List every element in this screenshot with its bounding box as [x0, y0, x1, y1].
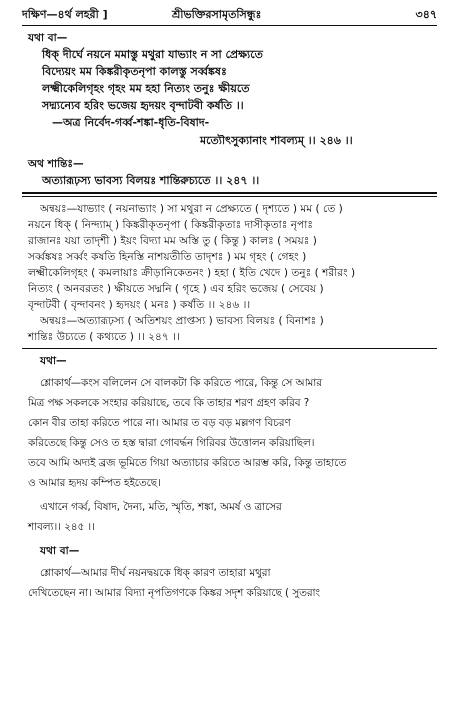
verse-line: ধিক্ দীর্ঘে নয়নে মমাস্তু মথুরা যাভ্যাং ন সা প্রেক্ষ্যতে	[42, 48, 263, 61]
commentary-line: শাবল্য।। ২৪৫ ।।	[28, 521, 95, 533]
meaning-line: করিতেছে কিন্তু সেও ত হস্ত দ্বারা গোবর্দ্ধন গিরিবর উত্তোলন করিয়াছিল।	[28, 437, 315, 449]
header-book-title: শ্রীভক্তিরসামৃতসিন্ধুঃ	[172, 8, 262, 21]
section-rule	[22, 348, 437, 349]
header-chapter: দক্ষিণ—৪র্থ লহরী ]	[22, 8, 108, 21]
meaning-line: দেখিতেছেন না। আমার বিদ্যা নৃপতিগণকে কিঙ্কর সদৃশ করিয়াছে ( সুতরাং	[28, 587, 320, 599]
verse-note: মত্যৌৎসুক্যানাং শাবল্যম্ ।। ২৪৬ ।।	[200, 134, 353, 147]
section-rule	[22, 192, 437, 194]
anvaya-line: সর্ব্বঙ্কষঃ সর্ব্বং কষতি হিনস্তি নাশয়তীতি তাদৃশঃ ) মম গৃহং ( গেহং )	[28, 251, 307, 263]
anvaya-line: বৃন্দাটবী ( বৃন্দাবনং ) হৃদয়ং ( মনঃ ) কর্ষতি ।। ২৪৬ ।।	[28, 299, 251, 311]
meaning-line: ও আমার হৃদয় কম্পিত হইতেছে।	[28, 477, 161, 489]
verse-line: সদ্ম্যন্যেব হরিং ভজেয় হৃদয়ং বৃন্দাটবী কর্ষতি ।।	[42, 99, 244, 112]
anvaya-line: রাজানঃ যয়া তাদৃশী ) ইয়ং বিদ্যা মম অস্তি তু ( কিন্তু ) কালঃ ( সময়ঃ )	[28, 235, 317, 247]
section-rule	[22, 196, 437, 197]
section-label: অথ শান্তিঃ—	[28, 158, 84, 170]
header-rule	[22, 25, 437, 26]
commentary-line: এখানে গর্ব্ব, বিষাদ, দৈন্য, মতি, স্মৃতি, শঙ্কা, অমর্ষ ও ত্রাসের	[40, 501, 282, 513]
verse-line: বিদ্যেয়ং মম কিঙ্করীকৃতনৃপা কালস্তু সর্ব্বঙ্কষঃ	[42, 65, 227, 78]
section-label: যথা—	[40, 355, 67, 367]
anvaya-line: নিত্যং ( অনবরতং ) ক্ষীয়তে সদ্মনি ( গৃহে ) এব হরিং ভজেয় ( সেবেয় )	[28, 283, 324, 295]
verse-note: —অত্র নির্বেদ-গর্ব্ব-শঙ্কা-ধৃতি-বিষাদ-	[52, 116, 210, 129]
anvaya-line: অন্বয়ঃ—অত্যারূঢ়স্য ( অতিশয়ং প্রাপ্তস্য ) ভাবস্য বিলয়ঃ ( বিনাশঃ )	[40, 315, 324, 327]
anvaya-line: নয়নে ধিক্ ( নিন্দ্যাম্ ) কিঙ্করীকৃতনৃপা ( কিঙ্করীকৃতাঃ দাসীকৃতাঃ নৃপাঃ	[28, 219, 313, 231]
verse-line: অত্যারূঢ়স্য ভাবস্য বিলয়ঃ শান্তিরুচ্যতে ।। ২৪৭ ।।	[42, 174, 260, 187]
header-page-number: ৩৪৭	[415, 8, 437, 21]
meaning-line: কোন বীর তাহা করিতে পারে না। আমার ত বড় বড় মল্লগণ বিচরণ	[28, 417, 291, 429]
verse-line: লক্ষ্মীকেলিগৃহং গৃহং মম হহা নিত্যং তনুঃ ক্ষীয়তে	[42, 82, 250, 95]
section-label: যথা বা—	[28, 32, 68, 44]
anvaya-line: অন্বয়ঃ—যাভ্যাং ( নয়নাভ্যাং ) সা মথুরা ন প্রেক্ষ্যতে ( দৃশ্যতে ) মম ( তে )	[40, 203, 343, 215]
anvaya-line: লক্ষ্মীকেলিগৃহং ( কমলায়াঃ ক্রীড়ানিকেতনং ) হহা ( ইতি খেদে ) তনুঃ ( শরীরং )	[28, 267, 356, 279]
anvaya-line: শান্তিঃ উচ্যতে ( কথ্যতে ) ।। ২৪৭ ।।	[28, 331, 180, 343]
meaning-line: তবে আমি অদ্যই ব্রজ ভূমিতে গিয়া অত্যাচার করিতে আরম্ভ করি, কিন্তু তাহাতে	[28, 457, 347, 469]
page-header	[22, 4, 437, 24]
meaning-line: শ্লোকার্থ—কংস বলিলেন সে বালকটা কি করিতে পারে, কিন্তু সে আমার	[40, 377, 322, 389]
meaning-line: মিত্র পক্ষ সকলকে সংহার করিয়াছে, তবে কি তাহার শরণ গ্রহণ করিব ?	[28, 397, 310, 409]
section-label: যথা বা—	[40, 545, 80, 557]
meaning-line: শ্লোকার্থ—আমার দীর্ঘ নয়নদ্বয়কে ধিক্ কারণ তাহারা মথুরা	[40, 567, 271, 579]
